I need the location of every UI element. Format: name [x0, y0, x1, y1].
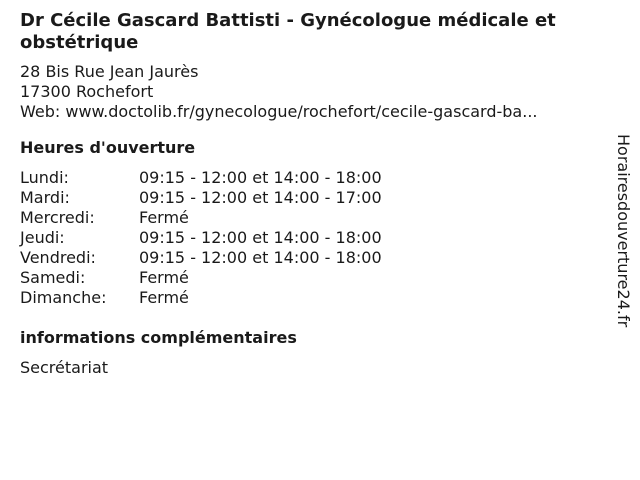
- day-label: Vendredi:: [20, 248, 96, 267]
- day-label: Mardi:: [20, 188, 70, 207]
- hours-row: [20, 208, 610, 228]
- day-hours: Fermé: [139, 208, 189, 227]
- day-label: Samedi:: [20, 268, 86, 287]
- hours-row: [20, 188, 610, 208]
- hours-row: [20, 248, 610, 268]
- hours-row: [20, 168, 610, 188]
- hours-table: [20, 168, 610, 308]
- day-hours: 09:15 - 12:00 et 14:00 - 18:00: [139, 168, 382, 187]
- city-address: 17300 Rochefort: [20, 82, 154, 101]
- address-block: [20, 62, 610, 122]
- street-address: 28 Bis Rue Jean Jaurès: [20, 62, 199, 81]
- day-label: Jeudi:: [20, 228, 65, 247]
- info-heading: informations complémentaires: [20, 328, 297, 347]
- listing-card: [20, 10, 610, 378]
- day-label: Mercredi:: [20, 208, 95, 227]
- day-label: Dimanche:: [20, 288, 107, 307]
- day-hours: 09:15 - 12:00 et 14:00 - 18:00: [139, 228, 382, 247]
- hours-row: [20, 268, 610, 288]
- info-text: Secrétariat: [20, 358, 109, 377]
- day-hours: 09:15 - 12:00 et 14:00 - 18:00: [139, 248, 382, 267]
- page-title: Dr Cécile Gascard Battisti - Gynécologue médicale et obstétrique: [20, 10, 556, 53]
- day-hours: Fermé: [139, 288, 189, 307]
- hours-heading: Heures d'ouverture: [20, 138, 196, 157]
- hours-row: [20, 288, 610, 308]
- day-hours: Fermé: [139, 268, 189, 287]
- day-hours: 09:15 - 12:00 et 14:00 - 17:00: [139, 188, 382, 207]
- site-watermark: Horairesdouverture24.fr: [614, 134, 633, 328]
- website-link[interactable]: Web: www.doctolib.fr/gynecologue/rochefort/cecile-gascard-ba...: [20, 102, 538, 121]
- hours-row: [20, 228, 610, 248]
- day-label: Lundi:: [20, 168, 69, 187]
